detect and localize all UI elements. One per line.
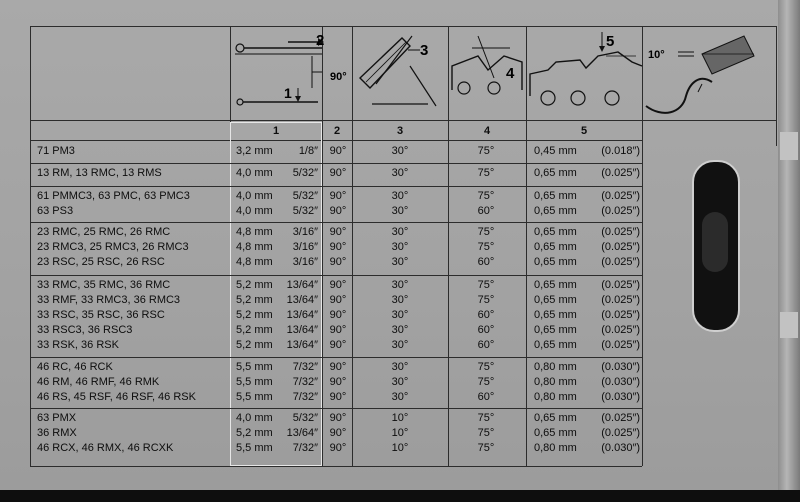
row-value-c3: 30° (391, 241, 409, 253)
row-value-c3: 30° (391, 376, 409, 388)
row-model-name: 46 RS, 45 RSF, 46 RSF, 46 RSK (37, 391, 196, 403)
frame-right (776, 26, 777, 146)
row-value-c2: 90° (329, 391, 347, 403)
row-value-c5b: (0.025″) (601, 339, 640, 351)
row-value-c1b: 7/32″ (292, 442, 318, 454)
diagram-label-10: 10° (648, 49, 665, 61)
row-model-name: 13 RM, 13 RMC, 13 RMS (37, 167, 162, 179)
row-value-c5b: (0.025″) (601, 412, 640, 424)
row-value-c3: 30° (391, 339, 409, 351)
row-value-c5b: (0.025″) (601, 205, 640, 217)
row-value-c1b: 5/32″ (292, 412, 318, 424)
row-value-c1b: 7/32″ (292, 391, 318, 403)
row-value-c5a: 0,45 mm (534, 145, 577, 157)
row-value-c5b: (0.025″) (601, 279, 640, 291)
row-value-c5a: 0,65 mm (534, 412, 577, 424)
row-model-name: 33 RSC, 35 RSC, 36 RSC (37, 309, 165, 321)
row-value-c4: 75° (477, 294, 495, 306)
frame-header-bottom (30, 140, 642, 141)
row-value-c2: 90° (329, 309, 347, 321)
column-header-2: 2 (333, 125, 341, 137)
row-value-c4: 75° (477, 279, 495, 291)
row-value-c1a: 5,5 mm (236, 391, 273, 403)
row-value-c1b: 13/64″ (286, 427, 318, 439)
row-value-c2: 90° (329, 361, 347, 373)
row-value-c5a: 0,65 mm (534, 256, 577, 268)
row-value-c4: 75° (477, 412, 495, 424)
row-value-c2: 90° (329, 442, 347, 454)
row-value-c1b: 1/8″ (298, 145, 318, 157)
row-value-c2: 90° (329, 324, 347, 336)
row-value-c1a: 4,8 mm (236, 241, 273, 253)
row-value-c3: 10° (391, 427, 409, 439)
row-value-c3: 30° (391, 279, 409, 291)
frame-diagram-bottom (30, 120, 776, 121)
group-divider (30, 222, 642, 223)
row-value-c1b: 13/64″ (286, 279, 318, 291)
row-value-c2: 90° (329, 427, 347, 439)
row-value-c5b: (0.025″) (601, 294, 640, 306)
row-value-c5b: (0.025″) (601, 167, 640, 179)
row-model-name: 33 RSK, 36 RSK (37, 339, 119, 351)
row-value-c2: 90° (329, 339, 347, 351)
row-value-c1a: 5,5 mm (236, 442, 273, 454)
row-value-c4: 75° (477, 190, 495, 202)
row-value-c5b: (0.030″) (601, 442, 640, 454)
row-value-c5a: 0,65 mm (534, 294, 577, 306)
row-value-c1a: 4,0 mm (236, 190, 273, 202)
row-value-c5a: 0,65 mm (534, 427, 577, 439)
column-header-5: 5 (580, 125, 588, 137)
row-value-c1b: 3/16″ (292, 241, 318, 253)
row-value-c1a: 5,5 mm (236, 376, 273, 388)
row-value-c1b: 5/32″ (292, 190, 318, 202)
row-value-c3: 30° (391, 256, 409, 268)
row-value-c5a: 0,65 mm (534, 324, 577, 336)
frame-bottom (30, 466, 642, 467)
row-value-c5b: (0.025″) (601, 324, 640, 336)
row-value-c5b: (0.025″) (601, 427, 640, 439)
row-value-c1a: 4,0 mm (236, 167, 273, 179)
row-value-c4: 60° (477, 256, 495, 268)
group-divider (30, 408, 642, 409)
diagram-label-1: 1 (284, 85, 292, 101)
row-value-c5a: 0,80 mm (534, 442, 577, 454)
diagram-file-holder (230, 26, 347, 120)
row-model-name: 46 RC, 46 RCK (37, 361, 113, 373)
diagram-label-5: 5 (606, 33, 615, 50)
row-model-name: 63 PS3 (37, 205, 74, 217)
row-value-c5a: 0,65 mm (534, 205, 577, 217)
row-value-c1a: 4,8 mm (236, 256, 273, 268)
row-model-name: 36 RMX (37, 427, 77, 439)
row-value-c3: 30° (391, 205, 409, 217)
row-value-c4: 75° (477, 376, 495, 388)
row-value-c4: 60° (477, 309, 495, 321)
row-value-c3: 30° (391, 309, 409, 321)
row-value-c5a: 0,65 mm (534, 339, 577, 351)
row-value-c1b: 13/64″ (286, 309, 318, 321)
row-value-c1b: 3/16″ (292, 226, 318, 238)
row-value-c1a: 5,5 mm (236, 361, 273, 373)
row-value-c1a: 4,0 mm (236, 205, 273, 217)
diagram-depth-gauge (526, 26, 642, 120)
row-value-c5a: 0,65 mm (534, 190, 577, 202)
row-value-c1b: 7/32″ (292, 376, 318, 388)
row-value-c2: 90° (329, 205, 347, 217)
row-value-c2: 90° (329, 145, 347, 157)
row-value-c3: 30° (391, 145, 409, 157)
row-value-c5b: (0.030″) (601, 361, 640, 373)
row-value-c5b: (0.025″) (601, 256, 640, 268)
row-value-c1b: 13/64″ (286, 339, 318, 351)
diagram-top-plate-angle (448, 26, 526, 120)
row-value-c3: 30° (391, 324, 409, 336)
row-value-c5a: 0,80 mm (534, 391, 577, 403)
row-value-c5b: (0.025″) (601, 190, 640, 202)
diagram-label-4: 4 (506, 65, 515, 82)
row-value-c4: 75° (477, 361, 495, 373)
row-value-c1b: 7/32″ (292, 361, 318, 373)
row-value-c2: 90° (329, 256, 347, 268)
frame-left (30, 26, 31, 466)
row-value-c4: 60° (477, 391, 495, 403)
row-model-name: 61 PMMC3, 63 PMC, 63 PMC3 (37, 190, 190, 202)
row-value-c5a: 0,65 mm (534, 309, 577, 321)
row-value-c2: 90° (329, 190, 347, 202)
row-value-c1b: 13/64″ (286, 294, 318, 306)
diagram-label-90: 90° (330, 71, 347, 83)
row-model-name: 33 RMC, 35 RMC, 36 RMC (37, 279, 171, 291)
column-header-3: 3 (396, 125, 404, 137)
group-divider (30, 163, 642, 164)
diagram-label-2: 2 (316, 32, 325, 49)
diagram-hook-angle (642, 26, 776, 120)
row-value-c2: 90° (329, 226, 347, 238)
hang-slot (692, 160, 740, 332)
row-value-c1a: 3,2 mm (236, 145, 273, 157)
row-value-c5a: 0,80 mm (534, 361, 577, 373)
box-flap (778, 0, 800, 502)
row-value-c4: 60° (477, 324, 495, 336)
row-value-c4: 75° (477, 145, 495, 157)
row-value-c2: 90° (329, 241, 347, 253)
row-value-c1a: 5,2 mm (236, 427, 273, 439)
row-value-c1b: 5/32″ (292, 167, 318, 179)
row-value-c5a: 0,65 mm (534, 167, 577, 179)
row-value-c1a: 5,2 mm (236, 339, 273, 351)
row-value-c1a: 5,2 mm (236, 279, 273, 291)
row-value-c1b: 3/16″ (292, 256, 318, 268)
col-divider-2 (322, 26, 323, 466)
row-value-c4: 75° (477, 167, 495, 179)
row-value-c3: 10° (391, 412, 409, 424)
row-value-c5b: (0.025″) (601, 226, 640, 238)
row-value-c3: 30° (391, 294, 409, 306)
row-value-c5a: 0,65 mm (534, 241, 577, 253)
row-value-c2: 90° (329, 279, 347, 291)
row-model-name: 23 RMC3, 25 RMC3, 26 RMC3 (37, 241, 189, 253)
row-value-c1b: 13/64″ (286, 324, 318, 336)
row-value-c3: 30° (391, 391, 409, 403)
row-value-c3: 30° (391, 226, 409, 238)
row-model-name: 23 RSC, 25 RSC, 26 RSC (37, 256, 165, 268)
row-value-c4: 60° (477, 339, 495, 351)
diagram-filing-angle (352, 26, 448, 120)
row-value-c1a: 4,8 mm (236, 226, 273, 238)
row-model-name: 63 PMX (37, 412, 77, 424)
row-value-c5a: 0,80 mm (534, 376, 577, 388)
group-divider (30, 357, 642, 358)
row-value-c5a: 0,65 mm (534, 279, 577, 291)
row-value-c2: 90° (329, 412, 347, 424)
row-value-c2: 90° (329, 294, 347, 306)
row-value-c1a: 5,2 mm (236, 294, 273, 306)
row-model-name: 46 RCX, 46 RMX, 46 RCXK (37, 442, 174, 454)
row-value-c4: 75° (477, 226, 495, 238)
row-value-c4: 60° (477, 205, 495, 217)
row-value-c2: 90° (329, 167, 347, 179)
diagram-label-3: 3 (420, 42, 429, 59)
row-value-c4: 75° (477, 427, 495, 439)
row-value-c5b: (0.025″) (601, 241, 640, 253)
row-value-c1b: 5/32″ (292, 205, 318, 217)
row-value-c5b: (0.030″) (601, 391, 640, 403)
bottom-edge (0, 490, 800, 502)
row-model-name: 33 RMF, 33 RMC3, 36 RMC3 (37, 294, 181, 306)
row-value-c5b: (0.030″) (601, 376, 640, 388)
row-model-name: 71 PM3 (37, 145, 75, 157)
row-value-c1a: 5,2 mm (236, 309, 273, 321)
row-value-c3: 30° (391, 361, 409, 373)
row-value-c1a: 4,0 mm (236, 412, 273, 424)
row-value-c2: 90° (329, 376, 347, 388)
row-model-name: 46 RM, 46 RMF, 46 RMK (37, 376, 160, 388)
row-value-c3: 30° (391, 167, 409, 179)
row-value-c3: 30° (391, 190, 409, 202)
group-divider (30, 275, 642, 276)
row-value-c3: 10° (391, 442, 409, 454)
row-model-name: 23 RMC, 25 RMC, 26 RMC (37, 226, 171, 238)
column-header-4: 4 (483, 125, 491, 137)
row-value-c5b: (0.025″) (601, 309, 640, 321)
row-value-c1a: 5,2 mm (236, 324, 273, 336)
column-header-1: 1 (272, 125, 280, 137)
row-value-c5a: 0,65 mm (534, 226, 577, 238)
row-value-c4: 75° (477, 442, 495, 454)
row-value-c4: 75° (477, 241, 495, 253)
row-value-c5b: (0.018″) (601, 145, 640, 157)
group-divider (30, 186, 642, 187)
row-model-name: 33 RSC3, 36 RSC3 (37, 324, 133, 336)
